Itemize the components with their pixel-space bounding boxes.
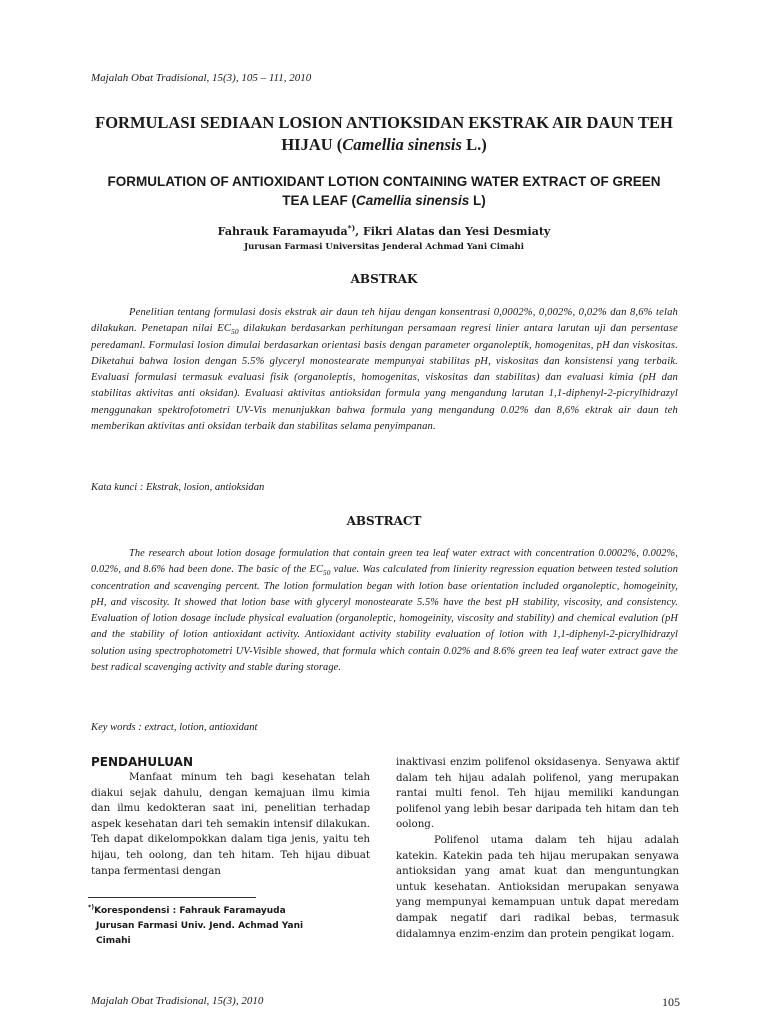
running-footer: Majalah Obat Tradisional, 15(3), 2010 bbox=[91, 995, 264, 1007]
keywords-en: Key words : extract, lotion, antioxidant bbox=[91, 722, 258, 733]
species-name: Camellia sinensis bbox=[342, 135, 462, 154]
correspondence-footnote: *)Korespondensi : Fahrauk Faramayuda Jurusan Farmasi Univ. Jend. Achmad Yani Cimahi bbox=[88, 904, 304, 946]
page-number: 105 bbox=[662, 995, 680, 1009]
species-name: Camellia sinensis bbox=[355, 193, 470, 208]
abstract-body bbox=[91, 546, 678, 676]
title-english: FORMULATION OF ANTIOXIDANT LOTION CONTAINING WATER EXTRACT OF GREEN TEA LEAF (Camellia sinensis L) bbox=[107, 174, 661, 208]
author-list: Fahrauk Faramayuda*), Fikri Alatas dan Yesi Desmiaty bbox=[217, 223, 551, 238]
footnote-divider bbox=[88, 897, 256, 898]
running-header: Majalah Obat Tradisional, 15(3), 105 – 111, 2010 bbox=[91, 72, 312, 84]
intro-paragraph: Polifenol utama dalam teh hijau adalah katekin. Katekin pada teh hijau merupakan senyawa antioksidan yang amat kuat dan menguntungkan untuk kesehatan. Antioksidan merupakan senyawa yang mempunyai kemampuan untuk dapat meredam dampak negatif dari radikal bebas, termasuk didalamnya enzim-enzim dan protein pengikat logam. bbox=[396, 833, 679, 940]
intro-paragraph: inaktivasi enzim polifenol oksidasenya. Senyawa aktif dalam teh hijau adalah polifenol, yang merupakan rantai multi fenol. Teh hijau memiliki kandungan polifenol yang lebih besar daripada teh hitam dan teh oolong. bbox=[396, 756, 679, 831]
affiliation: Jurusan Farmasi Universitas Jenderal Achmad Yani Cimahi bbox=[244, 242, 524, 252]
left-column bbox=[91, 770, 370, 879]
abstract-paragraph: The research about lotion dosage formulation that contain green tea leaf water extract with concentration 0.0002%, 0.002%, 0.02%, and 8.6% had been done. The basic of the $EC_{50}$ value. Was calculated from linierity regression equation between tested solution concentration and scavenging percent. The lotion formulation began with lotion base orientation included organoleptic, homogeinity, pH, and viscosity. It showed that lotion base with glyceryl monostearate 5.5% have the best pH stability, viscosity, and consistency. Evaluation of lotion dosage include physical evaluation (organoleptic, homogeinity, viscosity and stability) and chemical evalution (pH and the stability of lotion antioxidant activity. Antioxidant activity stability evaluation of lotion with 1,1-diphenyl-2-picrylhidrazyl solution using spectrophotometri UV-Visible showed, that formula which contain 0.02% and 8.6% green tea leaf water extract gave the best radical scavenging activity and stable during storage. bbox=[91, 548, 678, 674]
section-heading-pendahuluan: PENDAHULUAN bbox=[91, 755, 193, 769]
abstract-heading: ABSTRACT bbox=[346, 514, 422, 528]
title-indonesian: FORMULASI SEDIAAN LOSION ANTIOKSIDAN EKSTRAK AIR DAUN TEH HIJAU (Camellia sinensis L.) bbox=[95, 113, 673, 154]
abstrak-heading: ABSTRAK bbox=[350, 272, 418, 286]
intro-paragraph: Manfaat minum teh bagi kesehatan telah diakui sejak dahulu, dengan kemajuan ilmu kimia dan ilmu kedokteran saat ini, penelitian terhadap aspek kesehatan dari teh semakin intensif dilakukan. Teh dapat dikelompokkan dalam tiga jenis, yaitu teh hijau, teh oolong, dan teh hitam. Teh hijau dibuat tanpa fermentasi dengan bbox=[91, 771, 370, 877]
abstrak-paragraph: Penelitian tentang formulasi dosis ekstrak air daun teh hijau dengan konsentrasi 0,0002%, 0,002%, 0,02% dan 8,6% telah dilakukan. Penetapan nilai $EC_{50}$ dilakukan berdasarkan perhitungan persamaan regresi linier antara larutan uji dan persentase peredamanl. Formulasi losion dimulai berdasarkan orientasi basis dengan parameter organoleptik, homogenitas, pH dan viskositas. Diketahui bahwa losion dengan 5.5% glyceryl monostearate mempunyai stabilitas pH, viskositas dan konsistensi yang terbaik. Evaluasi formulasi termasuk evaluasi fisik (organoleptis, homogenitas, viskositas dan stabilitas) dan evaluasi kimia (pH dan stabilitas aktivitas anti oksidan). Evaluasi aktivitas antioksidan formula yang mengandung larutan 1,1-diphenyl-2-picrylhidrazyl menggunakan spektrofotometri UV-Vis menunjukkan bahwa formula yang mengandung 0.02% dan 8,6% ektrak air daun teh memberikan aktivitas anti oksidan terbaik dan stabilitas selama penyimpanan. bbox=[91, 307, 678, 433]
right-column bbox=[396, 755, 679, 942]
keywords-id: Kata kunci : Ekstrak, losion, antioksidan bbox=[91, 482, 265, 493]
abstrak-body bbox=[91, 305, 678, 435]
